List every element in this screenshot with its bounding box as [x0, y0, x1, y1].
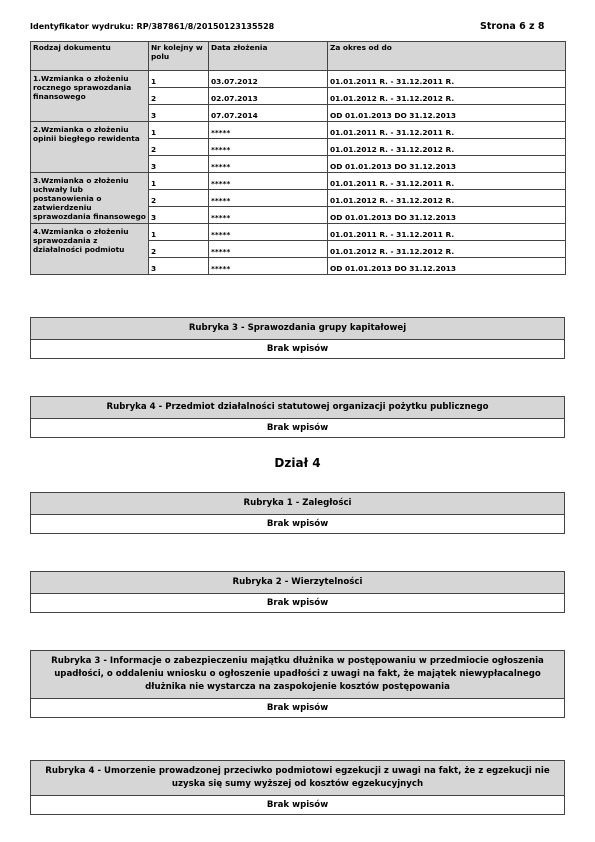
- filing-date-cell: *****: [209, 173, 328, 190]
- filing-date-cell: 03.07.2012: [209, 71, 328, 88]
- filing-date-cell: *****: [209, 190, 328, 207]
- entry-number-cell: 1: [149, 122, 209, 139]
- period-cell: OD 01.01.2013 DO 31.12.2013: [328, 258, 566, 275]
- period-cell: 01.01.2012 R. - 31.12.2012 R.: [328, 139, 566, 156]
- entry-number-cell: 3: [149, 105, 209, 122]
- period-cell: 01.01.2012 R. - 31.12.2012 R.: [328, 88, 566, 105]
- period-cell: 01.01.2012 R. - 31.12.2012 R.: [328, 241, 566, 258]
- entry-number-cell: 2: [149, 139, 209, 156]
- period-cell: 01.01.2011 R. - 31.12.2011 R.: [328, 71, 566, 88]
- column-header: Nr kolejny w polu: [149, 42, 209, 71]
- entry-number-cell: 3: [149, 207, 209, 224]
- filing-date-cell: *****: [209, 207, 328, 224]
- column-header: Za okres od do: [328, 42, 566, 71]
- document-type-cell: 4.Wzmianka o złożeniu sprawozdania z działalności podmiotu: [31, 224, 149, 275]
- column-header: Rodzaj dokumentu: [31, 42, 149, 71]
- section-body: Brak wpisów: [30, 419, 565, 438]
- documents-table: [30, 41, 566, 275]
- filing-date-cell: *****: [209, 156, 328, 173]
- section-title: Rubryka 2 - Wierzytelności: [30, 571, 565, 594]
- period-cell: 01.01.2012 R. - 31.12.2012 R.: [328, 190, 566, 207]
- section-rubryka-1-dzial4: [30, 492, 565, 534]
- entry-number-cell: 1: [149, 224, 209, 241]
- dzial-heading: Dział 4: [274, 456, 321, 470]
- filing-date-cell: 07.07.2014: [209, 105, 328, 122]
- section-rubryka-3-dzial3: [30, 317, 565, 359]
- section-body: Brak wpisów: [30, 340, 565, 359]
- section-title: Rubryka 4 - Przedmiot działalności statutowej organizacji pożytku publicznego: [30, 396, 565, 419]
- table-row: [31, 224, 566, 241]
- document-type-cell: 2.Wzmianka o złożeniu opinii biegłego rewidenta: [31, 122, 149, 173]
- document-type-cell: 3.Wzmianka o złożeniu uchwały lub postanowienia o zatwierdzeniu sprawozdania finansowego: [31, 173, 149, 224]
- section-title: Rubryka 3 - Informacje o zabezpieczeniu majątku dłużnika w postępowaniu w przedmiocie ogłoszenia upadłości, o oddaleniu wniosku o ogłoszenie upadłości z uwagi na fakt, że majątek niewypłacalnego dłużnika nie wystarcza na zaspokojenie kosztów postępowania: [30, 650, 565, 699]
- section-title: Rubryka 1 - Zaległości: [30, 492, 565, 515]
- column-header: Data złożenia: [209, 42, 328, 71]
- entry-number-cell: 1: [149, 71, 209, 88]
- page-number: Strona 6 z 8: [480, 21, 545, 32]
- table-row: [31, 173, 566, 190]
- period-cell: OD 01.01.2013 DO 31.12.2013: [328, 207, 566, 224]
- entry-number-cell: 3: [149, 156, 209, 173]
- period-cell: OD 01.01.2013 DO 31.12.2013: [328, 105, 566, 122]
- period-cell: 01.01.2011 R. - 31.12.2011 R.: [328, 122, 566, 139]
- filing-date-cell: *****: [209, 241, 328, 258]
- section-title: Rubryka 3 - Sprawozdania grupy kapitałowej: [30, 317, 565, 340]
- section-rubryka-4-dzial4: [30, 760, 565, 815]
- section-title: Rubryka 4 - Umorzenie prowadzonej przeciwko podmiotowi egzekucji z uwagi na fakt, że z egzekucji nie uzyska się sumy wyższej od kosztów egzekucyjnych: [30, 760, 565, 796]
- section-rubryka-3-dzial4: [30, 650, 565, 718]
- filing-date-cell: *****: [209, 224, 328, 241]
- filing-date-cell: 02.07.2013: [209, 88, 328, 105]
- filing-date-cell: *****: [209, 258, 328, 275]
- table-header-row: [31, 42, 566, 71]
- period-cell: 01.01.2011 R. - 31.12.2011 R.: [328, 173, 566, 190]
- filing-date-cell: *****: [209, 139, 328, 156]
- section-body: Brak wpisów: [30, 515, 565, 534]
- period-cell: 01.01.2011 R. - 31.12.2011 R.: [328, 224, 566, 241]
- entry-number-cell: 1: [149, 173, 209, 190]
- section-rubryka-2-dzial4: [30, 571, 565, 613]
- table-row: [31, 71, 566, 88]
- section-body: Brak wpisów: [30, 594, 565, 613]
- entry-number-cell: 2: [149, 88, 209, 105]
- document-type-cell: 1.Wzmianka o złożeniu rocznego sprawozdania finansowego: [31, 71, 149, 122]
- section-rubryka-4-dzial3: [30, 396, 565, 438]
- entry-number-cell: 2: [149, 190, 209, 207]
- section-body: Brak wpisów: [30, 796, 565, 815]
- entry-number-cell: 3: [149, 258, 209, 275]
- print-identifier: Identyfikator wydruku: RP/387861/8/20150123135528: [30, 22, 275, 31]
- table-row: [31, 122, 566, 139]
- period-cell: OD 01.01.2013 DO 31.12.2013: [328, 156, 566, 173]
- filing-date-cell: *****: [209, 122, 328, 139]
- entry-number-cell: 2: [149, 241, 209, 258]
- section-body: Brak wpisów: [30, 699, 565, 718]
